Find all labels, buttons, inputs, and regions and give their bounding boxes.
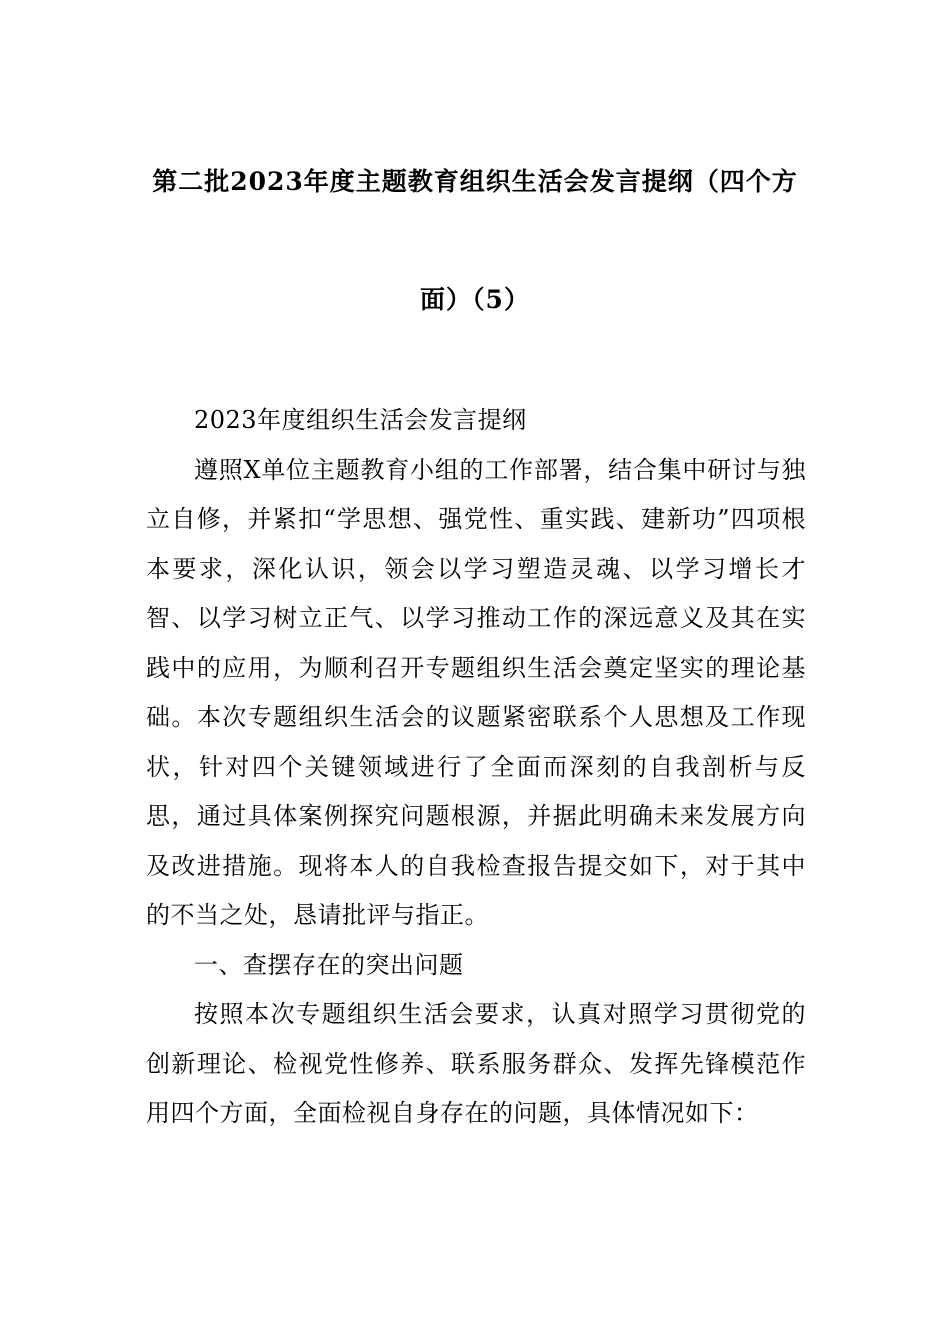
document-title-line-2: 面）（5） bbox=[420, 285, 530, 314]
document-title-line-1: 第二批2023年度主题教育组织生活会发言提纲（四个方 bbox=[152, 167, 798, 196]
subtitle-paragraph: 2023年度组织生活会发言提纲 bbox=[194, 406, 527, 434]
section-paragraph: 按照本次专题组织生活会要求，认真对照学习贯彻党的创新理论、检视党性修养、联系服务群众、发挥先锋模范作用四个方面，全面检视自身存在的问题，具体情况如下： bbox=[146, 1000, 806, 1127]
intro-paragraph: 遵照X单位主题教育小组的工作部署，结合集中研讨与独立自修，并紧扣“学思想、强党性、重实践、建新功”四项根本要求，深化认识，领会以学习塑造灵魂、以学习增长才智、以学习树立正气、以学习推动工作的深远意义及其在实践中的应用，为顺利召开专题组织生活会奠定坚实的理论基础。本次专题组织生活会的议题紧密联系个人思想及工作现状，针对四个关键领域进行了全面而深刻的自我剖析与反思，通过具体案例探究问题根源，并据此明确未来发展方向及改进措施。现将本人的自我检查报告提交如下，对于其中的不当之处，恳请批评与指正。 bbox=[146, 455, 806, 929]
section-heading: 一、查摆存在的突出问题 bbox=[194, 950, 464, 979]
document-body bbox=[146, 396, 806, 1139]
